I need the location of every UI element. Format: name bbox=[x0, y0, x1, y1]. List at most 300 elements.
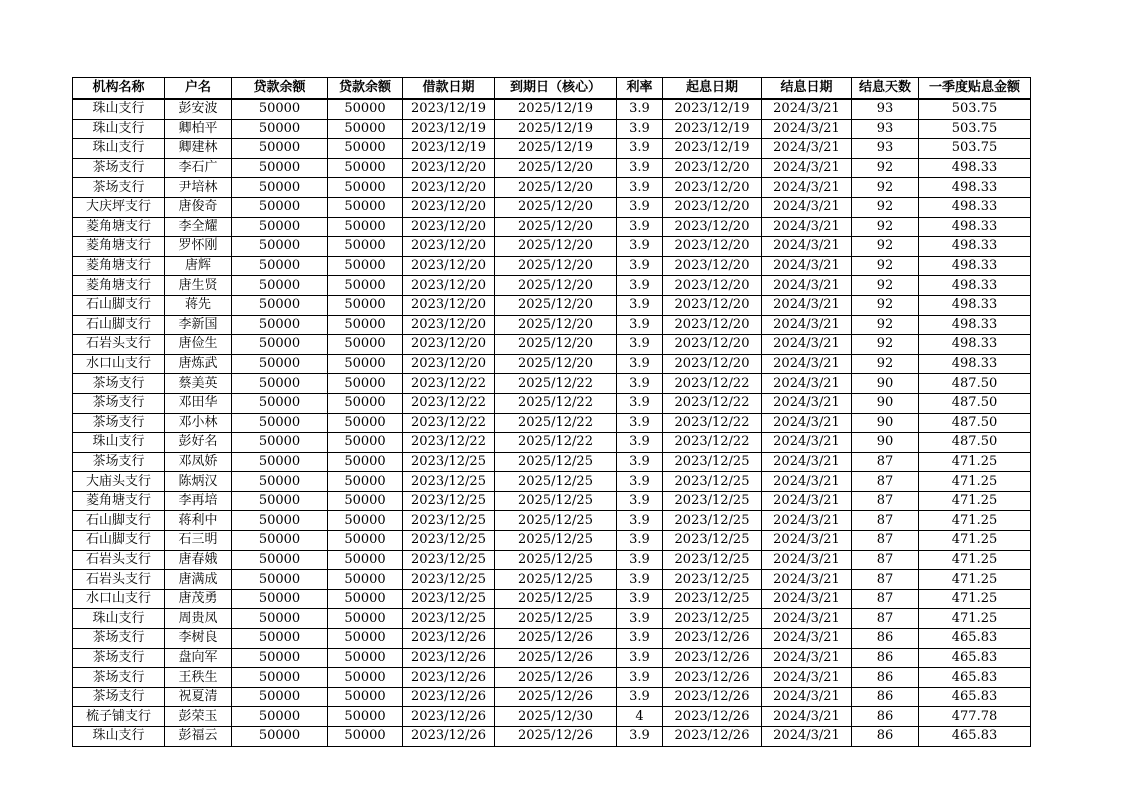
borrow-date-cell: 2023/12/20 bbox=[403, 197, 495, 217]
account-name-cell: 唐炼武 bbox=[165, 354, 232, 374]
interest-settle-cell: 2024/3/21 bbox=[762, 217, 852, 237]
interest-settle-cell: 2024/3/21 bbox=[762, 472, 852, 492]
interest-days-cell: 92 bbox=[852, 256, 919, 276]
interest-start-cell: 2023/12/20 bbox=[663, 315, 762, 335]
rate-cell: 3.9 bbox=[617, 433, 663, 453]
account-name-cell: 彭荣玉 bbox=[165, 707, 232, 727]
subsidy-amount-cell: 498.33 bbox=[919, 197, 1031, 217]
branch-cell: 梳子铺支行 bbox=[73, 707, 165, 727]
account-name-cell: 祝夏清 bbox=[165, 687, 232, 707]
branch-cell: 石山脚支行 bbox=[73, 295, 165, 315]
subsidy-amount-cell: 471.25 bbox=[919, 589, 1031, 609]
interest-days-cell: 92 bbox=[852, 354, 919, 374]
loan-balance-cell: 50000 bbox=[232, 119, 328, 139]
rate-cell: 3.9 bbox=[617, 687, 663, 707]
table-row bbox=[73, 237, 1031, 257]
subsidy-amount-cell: 465.83 bbox=[919, 668, 1031, 688]
subsidy-amount-cell: 503.75 bbox=[919, 139, 1031, 159]
interest-start-cell: 2023/12/19 bbox=[663, 119, 762, 139]
interest-days-cell: 87 bbox=[852, 511, 919, 531]
due-date-cell: 2025/12/20 bbox=[495, 335, 617, 355]
interest-settle-cell: 2024/3/21 bbox=[762, 550, 852, 570]
loan-balance-2-cell: 50000 bbox=[328, 119, 403, 139]
table-row bbox=[73, 433, 1031, 453]
borrow-date-cell: 2023/12/19 bbox=[403, 119, 495, 139]
loan-balance-cell: 50000 bbox=[232, 315, 328, 335]
subsidy-amount-cell: 471.25 bbox=[919, 472, 1031, 492]
rate-cell: 3.9 bbox=[617, 531, 663, 551]
rate-cell: 3.9 bbox=[617, 99, 663, 119]
interest-start-cell: 2023/12/26 bbox=[663, 707, 762, 727]
interest-days-cell: 90 bbox=[852, 413, 919, 433]
loan-balance-cell: 50000 bbox=[232, 511, 328, 531]
branch-cell: 茶场支行 bbox=[73, 413, 165, 433]
loan-balance-2-cell: 50000 bbox=[328, 491, 403, 511]
branch-cell: 菱角塘支行 bbox=[73, 237, 165, 257]
due-date-cell: 2025/12/25 bbox=[495, 609, 617, 629]
table-row bbox=[73, 452, 1031, 472]
branch-cell: 茶场支行 bbox=[73, 687, 165, 707]
loan-balance-2-cell: 50000 bbox=[328, 629, 403, 649]
table-row bbox=[73, 687, 1031, 707]
borrow-date-cell: 2023/12/26 bbox=[403, 629, 495, 649]
due-date-cell: 2025/12/26 bbox=[495, 727, 617, 747]
due-date-cell: 2025/12/20 bbox=[495, 217, 617, 237]
borrow-date-cell: 2023/12/25 bbox=[403, 550, 495, 570]
interest-days-cell: 92 bbox=[852, 197, 919, 217]
interest-days-cell: 90 bbox=[852, 393, 919, 413]
account-name-cell: 彭福云 bbox=[165, 727, 232, 747]
subsidy-amount-cell: 487.50 bbox=[919, 393, 1031, 413]
interest-days-cell: 92 bbox=[852, 217, 919, 237]
due-date-cell: 2025/12/22 bbox=[495, 393, 617, 413]
rate-cell: 3.9 bbox=[617, 727, 663, 747]
due-date-cell: 2025/12/25 bbox=[495, 531, 617, 551]
loan-balance-2-cell: 50000 bbox=[328, 99, 403, 119]
loan-balance-2-cell: 50000 bbox=[328, 393, 403, 413]
due-date-cell: 2025/12/26 bbox=[495, 668, 617, 688]
due-date-cell: 2025/12/19 bbox=[495, 139, 617, 159]
interest-start-cell: 2023/12/20 bbox=[663, 354, 762, 374]
interest-start-cell: 2023/12/19 bbox=[663, 99, 762, 119]
loan-balance-cell: 50000 bbox=[232, 491, 328, 511]
table-row bbox=[73, 393, 1031, 413]
header-due-date: 到期日（核心） bbox=[495, 78, 617, 100]
borrow-date-cell: 2023/12/19 bbox=[403, 99, 495, 119]
interest-settle-cell: 2024/3/21 bbox=[762, 256, 852, 276]
interest-settle-cell: 2024/3/21 bbox=[762, 570, 852, 590]
rate-cell: 3.9 bbox=[617, 217, 663, 237]
interest-days-cell: 93 bbox=[852, 119, 919, 139]
borrow-date-cell: 2023/12/20 bbox=[403, 217, 495, 237]
loan-balance-cell: 50000 bbox=[232, 609, 328, 629]
branch-cell: 茶场支行 bbox=[73, 648, 165, 668]
subsidy-amount-cell: 487.50 bbox=[919, 374, 1031, 394]
branch-cell: 珠山支行 bbox=[73, 119, 165, 139]
loan-balance-cell: 50000 bbox=[232, 374, 328, 394]
interest-settle-cell: 2024/3/21 bbox=[762, 178, 852, 198]
branch-cell: 茶场支行 bbox=[73, 452, 165, 472]
branch-cell: 茶场支行 bbox=[73, 374, 165, 394]
table-row bbox=[73, 276, 1031, 296]
loan-balance-cell: 50000 bbox=[232, 589, 328, 609]
table-body bbox=[73, 99, 1031, 746]
rate-cell: 3.9 bbox=[617, 335, 663, 355]
table-row bbox=[73, 354, 1031, 374]
table-row bbox=[73, 295, 1031, 315]
interest-start-cell: 2023/12/20 bbox=[663, 158, 762, 178]
loan-balance-2-cell: 50000 bbox=[328, 472, 403, 492]
interest-settle-cell: 2024/3/21 bbox=[762, 589, 852, 609]
subsidy-amount-cell: 471.25 bbox=[919, 570, 1031, 590]
interest-settle-cell: 2024/3/21 bbox=[762, 119, 852, 139]
table-row bbox=[73, 629, 1031, 649]
loan-balance-cell: 50000 bbox=[232, 393, 328, 413]
branch-cell: 石山脚支行 bbox=[73, 531, 165, 551]
loan-balance-2-cell: 50000 bbox=[328, 648, 403, 668]
interest-start-cell: 2023/12/25 bbox=[663, 472, 762, 492]
header-branch: 机构名称 bbox=[73, 78, 165, 100]
borrow-date-cell: 2023/12/22 bbox=[403, 374, 495, 394]
rate-cell: 3.9 bbox=[617, 197, 663, 217]
interest-start-cell: 2023/12/20 bbox=[663, 295, 762, 315]
interest-start-cell: 2023/12/25 bbox=[663, 570, 762, 590]
loan-balance-cell: 50000 bbox=[232, 472, 328, 492]
branch-cell: 石山脚支行 bbox=[73, 315, 165, 335]
interest-settle-cell: 2024/3/21 bbox=[762, 335, 852, 355]
account-name-cell: 李新国 bbox=[165, 315, 232, 335]
interest-settle-cell: 2024/3/21 bbox=[762, 531, 852, 551]
branch-cell: 石岩头支行 bbox=[73, 570, 165, 590]
interest-settle-cell: 2024/3/21 bbox=[762, 158, 852, 178]
loan-balance-2-cell: 50000 bbox=[328, 315, 403, 335]
header-interest-days: 结息天数 bbox=[852, 78, 919, 100]
loan-balance-2-cell: 50000 bbox=[328, 687, 403, 707]
loan-interest-table bbox=[72, 77, 1031, 747]
loan-balance-2-cell: 50000 bbox=[328, 413, 403, 433]
account-name-cell: 李石广 bbox=[165, 158, 232, 178]
interest-days-cell: 87 bbox=[852, 609, 919, 629]
branch-cell: 大庆坪支行 bbox=[73, 197, 165, 217]
rate-cell: 3.9 bbox=[617, 158, 663, 178]
borrow-date-cell: 2023/12/25 bbox=[403, 570, 495, 590]
loan-balance-cell: 50000 bbox=[232, 727, 328, 747]
interest-days-cell: 87 bbox=[852, 570, 919, 590]
interest-days-cell: 86 bbox=[852, 707, 919, 727]
account-name-cell: 周贵凤 bbox=[165, 609, 232, 629]
subsidy-amount-cell: 465.83 bbox=[919, 648, 1031, 668]
due-date-cell: 2025/12/22 bbox=[495, 413, 617, 433]
table-row bbox=[73, 158, 1031, 178]
interest-days-cell: 90 bbox=[852, 433, 919, 453]
interest-start-cell: 2023/12/26 bbox=[663, 629, 762, 649]
loan-balance-cell: 50000 bbox=[232, 433, 328, 453]
rate-cell: 3.9 bbox=[617, 413, 663, 433]
loan-balance-cell: 50000 bbox=[232, 550, 328, 570]
interest-start-cell: 2023/12/25 bbox=[663, 452, 762, 472]
borrow-date-cell: 2023/12/20 bbox=[403, 178, 495, 198]
table-row bbox=[73, 511, 1031, 531]
interest-start-cell: 2023/12/25 bbox=[663, 550, 762, 570]
borrow-date-cell: 2023/12/25 bbox=[403, 472, 495, 492]
header-loan-balance: 贷款余额 bbox=[232, 78, 328, 100]
interest-start-cell: 2023/12/25 bbox=[663, 589, 762, 609]
rate-cell: 3.9 bbox=[617, 668, 663, 688]
loan-balance-cell: 50000 bbox=[232, 648, 328, 668]
due-date-cell: 2025/12/20 bbox=[495, 197, 617, 217]
loan-balance-2-cell: 50000 bbox=[328, 550, 403, 570]
interest-settle-cell: 2024/3/21 bbox=[762, 315, 852, 335]
interest-settle-cell: 2024/3/21 bbox=[762, 237, 852, 257]
table-row bbox=[73, 707, 1031, 727]
table-row bbox=[73, 413, 1031, 433]
branch-cell: 茶场支行 bbox=[73, 178, 165, 198]
subsidy-amount-cell: 465.83 bbox=[919, 727, 1031, 747]
account-name-cell: 唐俊奇 bbox=[165, 197, 232, 217]
interest-days-cell: 92 bbox=[852, 315, 919, 335]
account-name-cell: 唐辉 bbox=[165, 256, 232, 276]
interest-start-cell: 2023/12/20 bbox=[663, 178, 762, 198]
rate-cell: 3.9 bbox=[617, 256, 663, 276]
rate-cell: 3.9 bbox=[617, 139, 663, 159]
rate-cell: 3.9 bbox=[617, 374, 663, 394]
loan-balance-2-cell: 50000 bbox=[328, 707, 403, 727]
interest-start-cell: 2023/12/22 bbox=[663, 374, 762, 394]
header-subsidy-amount: 一季度贴息金额 bbox=[919, 78, 1031, 100]
due-date-cell: 2025/12/25 bbox=[495, 472, 617, 492]
loan-balance-cell: 50000 bbox=[232, 629, 328, 649]
interest-start-cell: 2023/12/19 bbox=[663, 139, 762, 159]
borrow-date-cell: 2023/12/22 bbox=[403, 413, 495, 433]
rate-cell: 3.9 bbox=[617, 589, 663, 609]
loan-balance-cell: 50000 bbox=[232, 237, 328, 257]
interest-settle-cell: 2024/3/21 bbox=[762, 433, 852, 453]
account-name-cell: 蒋利中 bbox=[165, 511, 232, 531]
interest-settle-cell: 2024/3/21 bbox=[762, 491, 852, 511]
account-name-cell: 唐生贤 bbox=[165, 276, 232, 296]
interest-days-cell: 86 bbox=[852, 668, 919, 688]
header-borrow-date: 借款日期 bbox=[403, 78, 495, 100]
interest-settle-cell: 2024/3/21 bbox=[762, 354, 852, 374]
due-date-cell: 2025/12/26 bbox=[495, 687, 617, 707]
due-date-cell: 2025/12/22 bbox=[495, 433, 617, 453]
borrow-date-cell: 2023/12/26 bbox=[403, 648, 495, 668]
account-name-cell: 王秩生 bbox=[165, 668, 232, 688]
account-name-cell: 卿柏平 bbox=[165, 119, 232, 139]
loan-balance-2-cell: 50000 bbox=[328, 295, 403, 315]
due-date-cell: 2025/12/20 bbox=[495, 354, 617, 374]
rate-cell: 3.9 bbox=[617, 491, 663, 511]
rate-cell: 3.9 bbox=[617, 550, 663, 570]
interest-days-cell: 86 bbox=[852, 648, 919, 668]
due-date-cell: 2025/12/25 bbox=[495, 452, 617, 472]
rate-cell: 3.9 bbox=[617, 609, 663, 629]
subsidy-amount-cell: 471.25 bbox=[919, 511, 1031, 531]
interest-days-cell: 90 bbox=[852, 374, 919, 394]
interest-days-cell: 93 bbox=[852, 99, 919, 119]
subsidy-amount-cell: 503.75 bbox=[919, 99, 1031, 119]
branch-cell: 菱角塘支行 bbox=[73, 256, 165, 276]
due-date-cell: 2025/12/25 bbox=[495, 570, 617, 590]
loan-balance-cell: 50000 bbox=[232, 158, 328, 178]
borrow-date-cell: 2023/12/25 bbox=[403, 452, 495, 472]
subsidy-amount-cell: 471.25 bbox=[919, 550, 1031, 570]
interest-settle-cell: 2024/3/21 bbox=[762, 295, 852, 315]
subsidy-amount-cell: 498.33 bbox=[919, 178, 1031, 198]
interest-start-cell: 2023/12/20 bbox=[663, 237, 762, 257]
interest-days-cell: 92 bbox=[852, 178, 919, 198]
borrow-date-cell: 2023/12/20 bbox=[403, 237, 495, 257]
interest-days-cell: 87 bbox=[852, 589, 919, 609]
loan-balance-2-cell: 50000 bbox=[328, 511, 403, 531]
subsidy-amount-cell: 498.33 bbox=[919, 158, 1031, 178]
loan-balance-cell: 50000 bbox=[232, 570, 328, 590]
table-row bbox=[73, 531, 1031, 551]
loan-balance-cell: 50000 bbox=[232, 413, 328, 433]
interest-days-cell: 92 bbox=[852, 335, 919, 355]
due-date-cell: 2025/12/30 bbox=[495, 707, 617, 727]
rate-cell: 3.9 bbox=[617, 178, 663, 198]
table-row bbox=[73, 256, 1031, 276]
branch-cell: 茶场支行 bbox=[73, 393, 165, 413]
interest-start-cell: 2023/12/26 bbox=[663, 648, 762, 668]
loan-balance-cell: 50000 bbox=[232, 99, 328, 119]
subsidy-amount-cell: 498.33 bbox=[919, 237, 1031, 257]
interest-days-cell: 86 bbox=[852, 629, 919, 649]
loan-balance-cell: 50000 bbox=[232, 217, 328, 237]
interest-start-cell: 2023/12/22 bbox=[663, 413, 762, 433]
borrow-date-cell: 2023/12/26 bbox=[403, 687, 495, 707]
rate-cell: 3.9 bbox=[617, 472, 663, 492]
due-date-cell: 2025/12/25 bbox=[495, 511, 617, 531]
account-name-cell: 蒋先 bbox=[165, 295, 232, 315]
borrow-date-cell: 2023/12/26 bbox=[403, 668, 495, 688]
subsidy-amount-cell: 471.25 bbox=[919, 452, 1031, 472]
subsidy-amount-cell: 465.83 bbox=[919, 687, 1031, 707]
rate-cell: 3.9 bbox=[617, 648, 663, 668]
subsidy-amount-cell: 477.78 bbox=[919, 707, 1031, 727]
table-row bbox=[73, 197, 1031, 217]
account-name-cell: 唐茂勇 bbox=[165, 589, 232, 609]
branch-cell: 水口山支行 bbox=[73, 354, 165, 374]
loan-balance-2-cell: 50000 bbox=[328, 256, 403, 276]
branch-cell: 菱角塘支行 bbox=[73, 217, 165, 237]
borrow-date-cell: 2023/12/20 bbox=[403, 354, 495, 374]
header-interest-settle: 结息日期 bbox=[762, 78, 852, 100]
borrow-date-cell: 2023/12/20 bbox=[403, 256, 495, 276]
interest-start-cell: 2023/12/20 bbox=[663, 335, 762, 355]
table-row bbox=[73, 99, 1031, 119]
loan-balance-2-cell: 50000 bbox=[328, 374, 403, 394]
branch-cell: 茶场支行 bbox=[73, 668, 165, 688]
interest-start-cell: 2023/12/25 bbox=[663, 609, 762, 629]
borrow-date-cell: 2023/12/20 bbox=[403, 276, 495, 296]
due-date-cell: 2025/12/22 bbox=[495, 374, 617, 394]
loan-balance-2-cell: 50000 bbox=[328, 178, 403, 198]
interest-settle-cell: 2024/3/21 bbox=[762, 687, 852, 707]
loan-balance-2-cell: 50000 bbox=[328, 139, 403, 159]
branch-cell: 茶场支行 bbox=[73, 629, 165, 649]
loan-balance-cell: 50000 bbox=[232, 256, 328, 276]
table-row bbox=[73, 472, 1031, 492]
subsidy-amount-cell: 471.25 bbox=[919, 491, 1031, 511]
table-row bbox=[73, 550, 1031, 570]
subsidy-amount-cell: 471.25 bbox=[919, 531, 1031, 551]
interest-settle-cell: 2024/3/21 bbox=[762, 648, 852, 668]
loan-balance-cell: 50000 bbox=[232, 531, 328, 551]
interest-settle-cell: 2024/3/21 bbox=[762, 139, 852, 159]
interest-settle-cell: 2024/3/21 bbox=[762, 276, 852, 296]
interest-days-cell: 93 bbox=[852, 139, 919, 159]
loan-balance-2-cell: 50000 bbox=[328, 668, 403, 688]
account-name-cell: 罗怀刚 bbox=[165, 237, 232, 257]
loan-balance-cell: 50000 bbox=[232, 354, 328, 374]
rate-cell: 3.9 bbox=[617, 570, 663, 590]
account-name-cell: 李全耀 bbox=[165, 217, 232, 237]
table-row bbox=[73, 491, 1031, 511]
table-row bbox=[73, 609, 1031, 629]
due-date-cell: 2025/12/20 bbox=[495, 276, 617, 296]
due-date-cell: 2025/12/20 bbox=[495, 315, 617, 335]
interest-start-cell: 2023/12/22 bbox=[663, 433, 762, 453]
header-rate: 利率 bbox=[617, 78, 663, 100]
due-date-cell: 2025/12/26 bbox=[495, 629, 617, 649]
interest-settle-cell: 2024/3/21 bbox=[762, 668, 852, 688]
branch-cell: 水口山支行 bbox=[73, 589, 165, 609]
loan-balance-2-cell: 50000 bbox=[328, 335, 403, 355]
branch-cell: 菱角塘支行 bbox=[73, 491, 165, 511]
branch-cell: 石山脚支行 bbox=[73, 511, 165, 531]
loan-balance-2-cell: 50000 bbox=[328, 531, 403, 551]
account-name-cell: 邓小林 bbox=[165, 413, 232, 433]
interest-settle-cell: 2024/3/21 bbox=[762, 707, 852, 727]
interest-days-cell: 92 bbox=[852, 276, 919, 296]
rate-cell: 3.9 bbox=[617, 511, 663, 531]
interest-settle-cell: 2024/3/21 bbox=[762, 609, 852, 629]
table-row bbox=[73, 139, 1031, 159]
subsidy-amount-cell: 498.33 bbox=[919, 295, 1031, 315]
borrow-date-cell: 2023/12/25 bbox=[403, 531, 495, 551]
interest-start-cell: 2023/12/25 bbox=[663, 511, 762, 531]
rate-cell: 3.9 bbox=[617, 119, 663, 139]
due-date-cell: 2025/12/19 bbox=[495, 99, 617, 119]
interest-settle-cell: 2024/3/21 bbox=[762, 727, 852, 747]
borrow-date-cell: 2023/12/26 bbox=[403, 727, 495, 747]
interest-settle-cell: 2024/3/21 bbox=[762, 452, 852, 472]
interest-days-cell: 87 bbox=[852, 550, 919, 570]
interest-settle-cell: 2024/3/21 bbox=[762, 413, 852, 433]
loan-balance-cell: 50000 bbox=[232, 178, 328, 198]
rate-cell: 3.9 bbox=[617, 629, 663, 649]
account-name-cell: 李再培 bbox=[165, 491, 232, 511]
due-date-cell: 2025/12/25 bbox=[495, 550, 617, 570]
rate-cell: 3.9 bbox=[617, 393, 663, 413]
interest-start-cell: 2023/12/20 bbox=[663, 197, 762, 217]
table-row bbox=[73, 315, 1031, 335]
loan-balance-2-cell: 50000 bbox=[328, 237, 403, 257]
due-date-cell: 2025/12/20 bbox=[495, 256, 617, 276]
branch-cell: 石岩头支行 bbox=[73, 335, 165, 355]
branch-cell: 茶场支行 bbox=[73, 158, 165, 178]
borrow-date-cell: 2023/12/20 bbox=[403, 295, 495, 315]
borrow-date-cell: 2023/12/20 bbox=[403, 335, 495, 355]
account-name-cell: 卿建林 bbox=[165, 139, 232, 159]
branch-cell: 珠山支行 bbox=[73, 609, 165, 629]
subsidy-amount-cell: 471.25 bbox=[919, 609, 1031, 629]
subsidy-amount-cell: 465.83 bbox=[919, 629, 1031, 649]
borrow-date-cell: 2023/12/25 bbox=[403, 609, 495, 629]
borrow-date-cell: 2023/12/25 bbox=[403, 511, 495, 531]
